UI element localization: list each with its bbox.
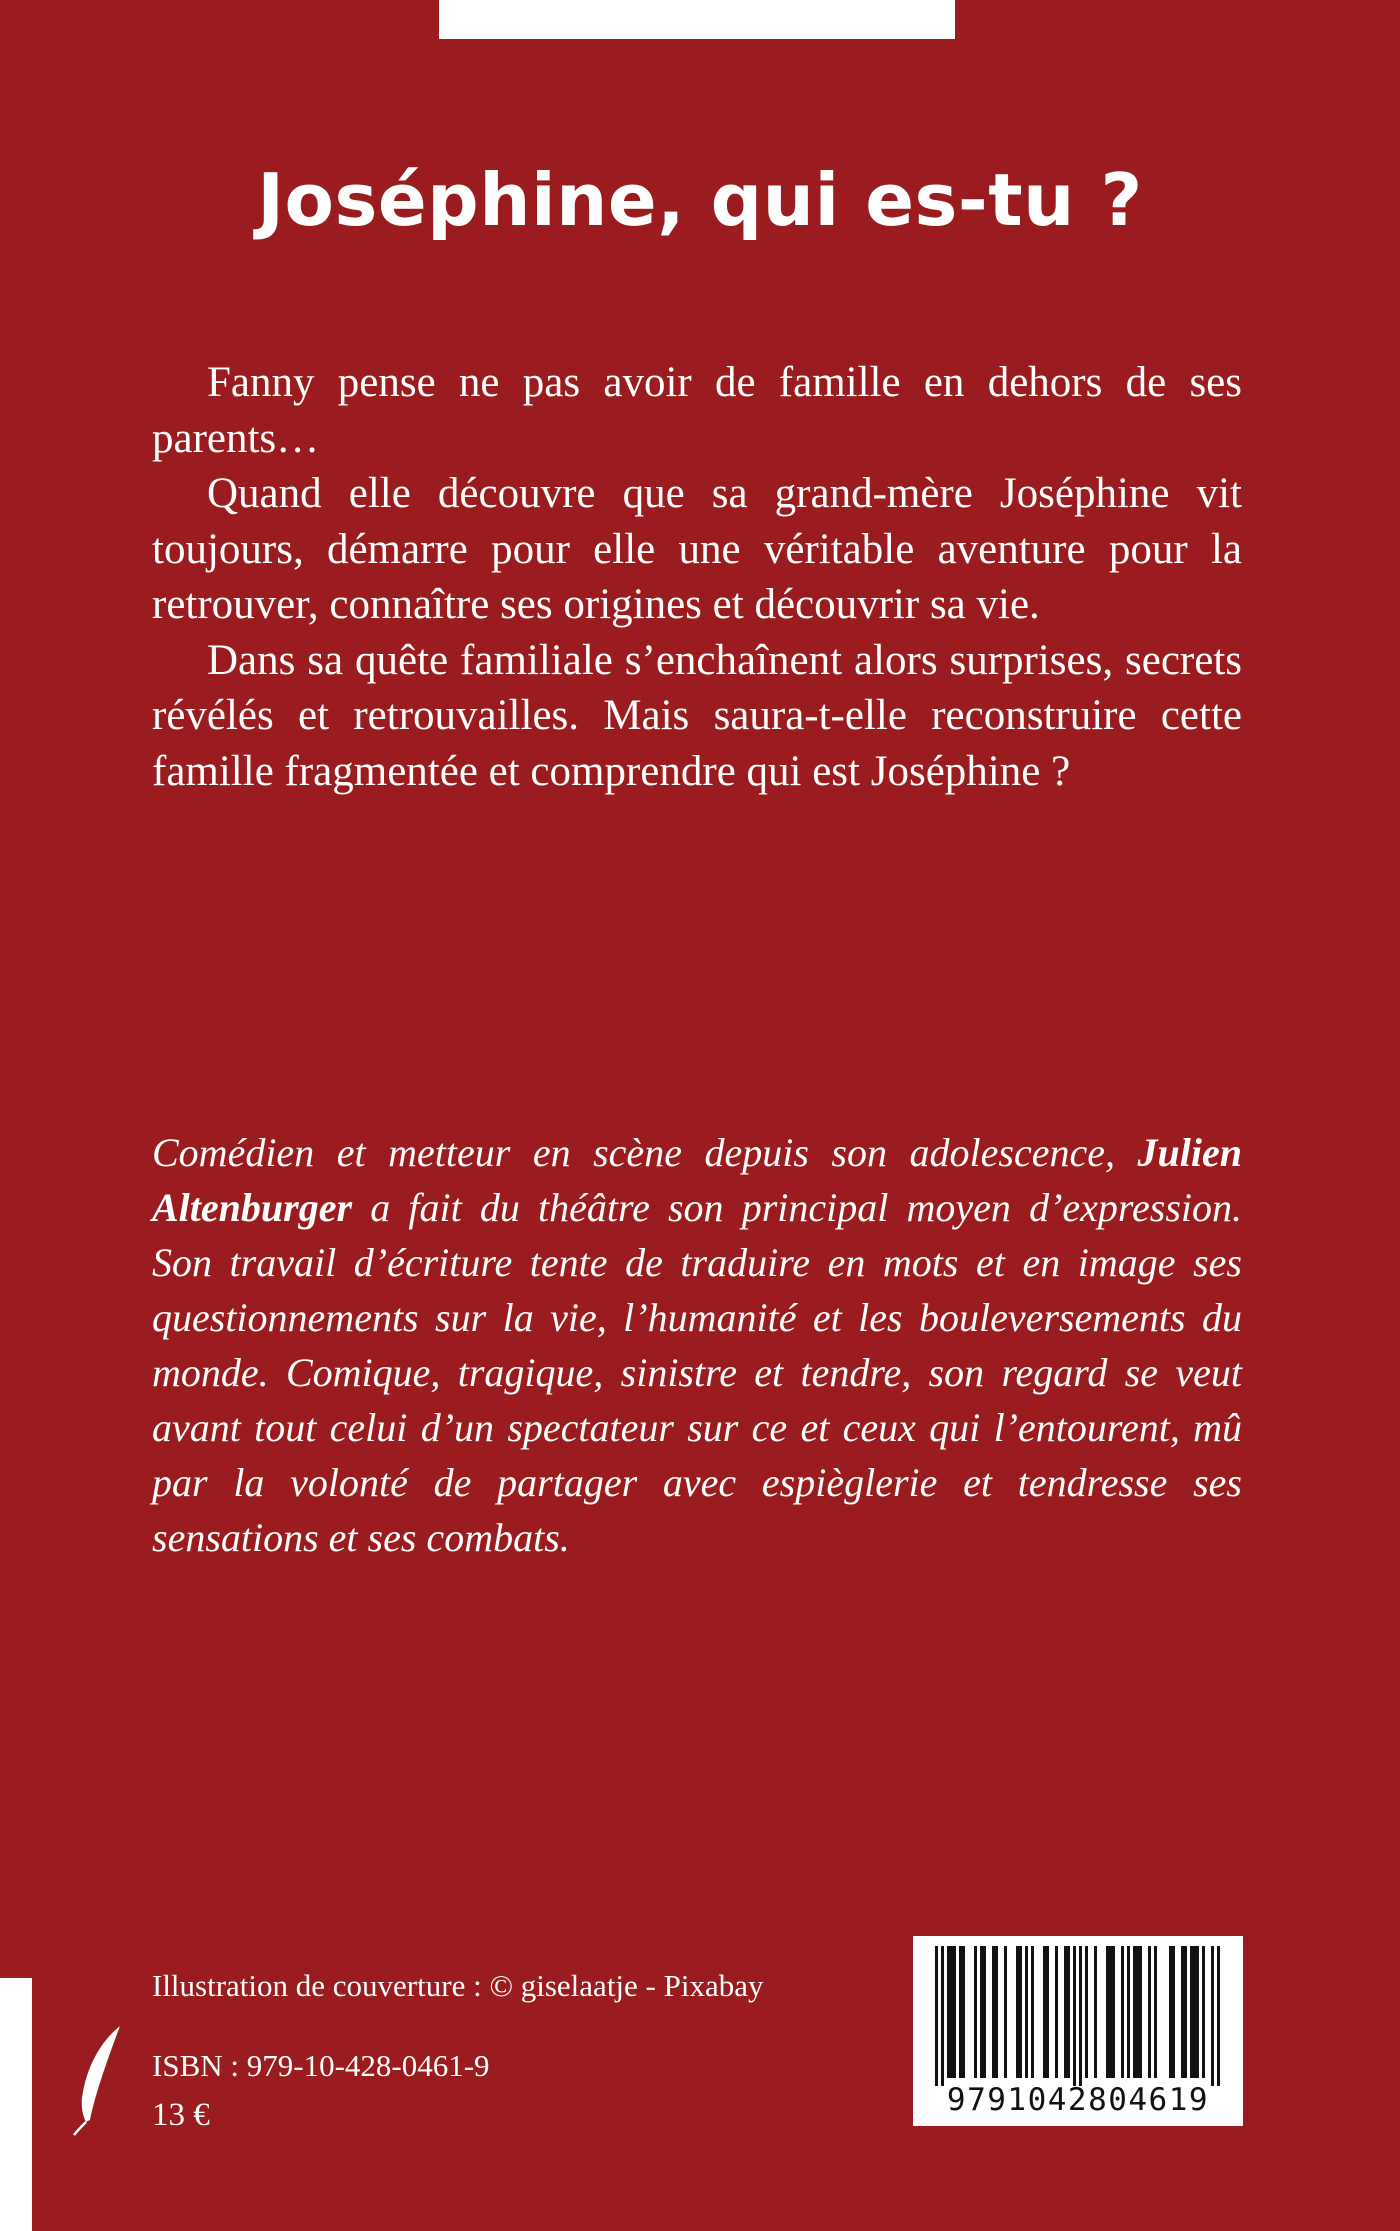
barcode-bar	[1127, 1946, 1130, 2078]
barcode-bar	[1154, 1946, 1157, 2078]
barcode-bar	[1193, 1946, 1196, 2078]
barcode-bar	[962, 1946, 965, 2078]
isbn: ISBN : 979-10-428-0461-9	[152, 2048, 490, 2083]
barcode-bar	[1016, 1946, 1019, 2078]
author-name: Julien Altenburger	[152, 1130, 1242, 1230]
barcode-digits: 9791042804619	[946, 2082, 1210, 2118]
barcode-bar	[1055, 1946, 1058, 2078]
feather-icon	[72, 2024, 124, 2136]
bio-text-after: a fait du théâtre son principal moyen d’expression. Son travail d’écriture tente de traduire en mots et en image ses questionnements sur la vie, l’humanité et les bouleversements du monde. Comique, tragique, sinistre et tendre, son regard se veut avant tout celui d’un spectateur sur ce et ceux qui l’entourent, mû par la volonté de partager avec espièglerie et tendresse ses sensations et ses combats.	[152, 1185, 1242, 1560]
author-bio	[152, 1125, 1242, 1565]
barcode-bar	[1064, 1946, 1067, 2078]
synopsis-paragraph: Quand elle découvre que sa grand-mère Joséphine vit toujours, démarre pour elle une véritable aventure pour la retrouver, connaître ses origines et découvrir sa vie.	[152, 470, 1242, 628]
cover-credit: Illustration de couverture : © giselaatje - Pixabay	[152, 1968, 764, 2003]
barcode-bar	[983, 1946, 986, 2078]
barcode-bar	[947, 1946, 950, 2078]
barcode-bar	[1094, 1946, 1097, 2078]
bio-text-before: Comédien et metteur en scène depuis son adolescence,	[152, 1130, 1138, 1175]
barcode-bar	[1196, 1946, 1199, 2078]
barcode-bar	[1172, 1946, 1175, 2078]
barcode	[913, 1936, 1243, 2126]
barcode-bar	[1031, 1946, 1034, 2078]
top-tab	[439, 0, 955, 39]
barcode-bar	[959, 1946, 962, 2078]
barcode-bar	[1136, 1946, 1139, 2078]
barcode-bar	[935, 1946, 938, 2086]
barcode-bar	[995, 1946, 998, 2078]
barcode-bar	[1139, 1946, 1142, 2078]
spine-strip	[0, 1978, 32, 2231]
barcode-bar	[992, 1946, 995, 2078]
synopsis-paragraph: Dans sa quête familiale s’enchaînent alors surprises, secrets révélés et retrouvailles. Mais saura-t-elle reconstruire cette famille fragmentée et comprendre qui est Joséphine ?	[152, 636, 1242, 795]
barcode-bar	[941, 1946, 944, 2086]
barcode-bar	[1019, 1946, 1022, 2078]
synopsis-paragraph: Fanny pense ne pas avoir de famille en dehors de ses parents…	[152, 359, 1242, 462]
barcode-bar	[1079, 1946, 1082, 2086]
barcode-bar	[1169, 1946, 1172, 2078]
barcode-bar	[953, 1946, 956, 2078]
barcode-bar	[1202, 1946, 1205, 2078]
barcode-bar	[1148, 1946, 1151, 2078]
barcode-bar	[1073, 1946, 1076, 2086]
barcode-bar	[1211, 1946, 1214, 2086]
barcode-bar	[1043, 1946, 1046, 2078]
barcode-bar	[1025, 1946, 1028, 2078]
synopsis	[152, 355, 1242, 799]
barcode-bar	[1085, 1946, 1088, 2078]
barcode-bar	[980, 1946, 983, 2078]
barcode-bar	[1217, 1946, 1220, 2086]
barcode-bar	[950, 1946, 953, 2078]
barcode-bar	[1109, 1946, 1112, 2078]
barcode-bar	[1067, 1946, 1070, 2078]
barcode-bar	[1106, 1946, 1109, 2078]
price: 13 €	[152, 2097, 210, 2133]
barcode-bar	[1121, 1946, 1124, 2078]
barcode-bar	[1181, 1946, 1184, 2078]
barcode-bar	[1046, 1946, 1049, 2078]
barcode-bar	[1133, 1946, 1136, 2078]
barcode-bar	[974, 1946, 977, 2078]
barcode-bar	[1190, 1946, 1193, 2078]
barcode-bar	[1004, 1946, 1007, 2078]
book-title: Joséphine, qui es-tu ?	[257, 158, 1143, 242]
barcode-bar	[1112, 1946, 1115, 2078]
barcode-bar	[1184, 1946, 1187, 2078]
